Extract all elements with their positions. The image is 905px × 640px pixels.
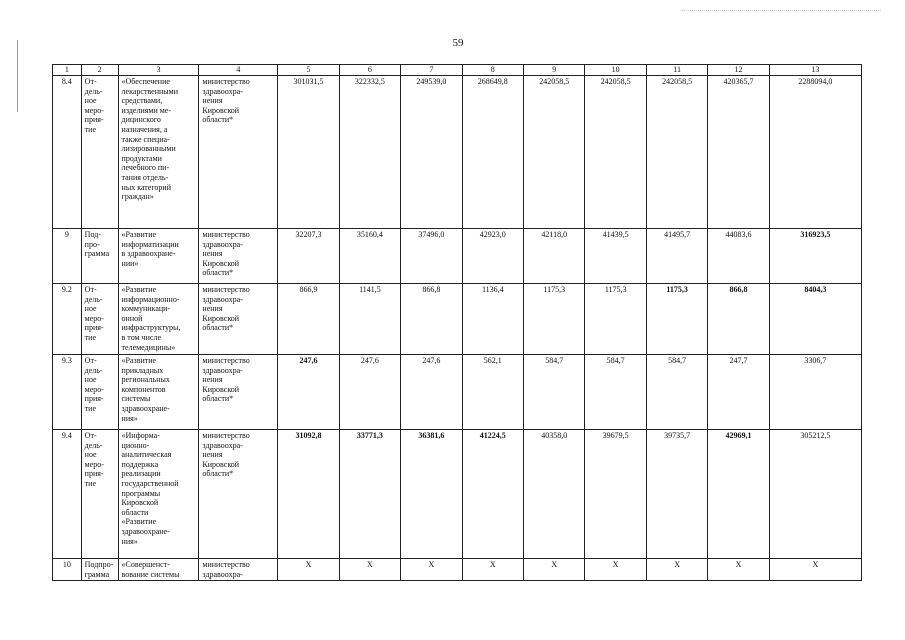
- col-header: 5: [278, 65, 339, 76]
- col-header: 10: [585, 65, 646, 76]
- value-cell: 866,8: [708, 284, 769, 355]
- col-header: 4: [199, 65, 278, 76]
- value-cell: 41495,7: [646, 229, 707, 284]
- value-cell: 301031,5: [278, 76, 339, 229]
- value-cell: Х: [401, 559, 462, 581]
- col-header: 8: [462, 65, 523, 76]
- row-type: Подпро- грамма: [81, 559, 118, 581]
- col-header: 9: [524, 65, 585, 76]
- value-cell: 247,6: [339, 355, 400, 430]
- value-cell: 420365,7: [708, 76, 769, 229]
- value-cell: 247,6: [401, 355, 462, 430]
- row-number: 8.4: [53, 76, 82, 229]
- row-name: «Обеспечение лекарственными средствами, изделиями ме- дицинского назначения, а также специа- лизированными продуктами лечебного пи- тания отдель- ных категорий граждан»: [118, 76, 199, 229]
- value-cell: Х: [278, 559, 339, 581]
- row-number: 9: [53, 229, 82, 284]
- value-cell: 562,1: [462, 355, 523, 430]
- value-cell: 584,7: [524, 355, 585, 430]
- page-number: 59: [452, 37, 464, 49]
- value-cell: 866,9: [278, 284, 339, 355]
- row-name: «Развитие информатизации в здравоохране- нии»: [118, 229, 199, 284]
- value-cell: 42118,0: [524, 229, 585, 284]
- total-cell: 316923,5: [769, 229, 861, 284]
- col-header: 12: [708, 65, 769, 76]
- value-cell: 33771,3: [339, 430, 400, 559]
- value-cell: Х: [462, 559, 523, 581]
- value-cell: 247,6: [278, 355, 339, 430]
- col-header: 11: [646, 65, 707, 76]
- value-cell: 242058,5: [524, 76, 585, 229]
- value-cell: 37496,0: [401, 229, 462, 284]
- value-cell: 42923,0: [462, 229, 523, 284]
- col-header: 2: [81, 65, 118, 76]
- value-cell: 41224,5: [462, 430, 523, 559]
- total-cell: 8404,3: [769, 284, 861, 355]
- row-type: От- дель- ное меро- прия- тие: [81, 76, 118, 229]
- row-number: 10: [53, 559, 82, 581]
- col-header: 1: [53, 65, 82, 76]
- value-cell: 32207,3: [278, 229, 339, 284]
- row-executor: министерство здравоохра- нения Кировской области*: [199, 430, 278, 559]
- table-row: [53, 355, 862, 430]
- value-cell: 584,7: [585, 355, 646, 430]
- row-number: 9.2: [53, 284, 82, 355]
- row-type: Под- про- грамма: [81, 229, 118, 284]
- value-cell: 249539,0: [401, 76, 462, 229]
- col-header: 13: [769, 65, 861, 76]
- value-cell: 866,8: [401, 284, 462, 355]
- total-cell: 305212,5: [769, 430, 861, 559]
- value-cell: Х: [339, 559, 400, 581]
- row-name: «Развитие прикладных региональных компонентов системы здравоохране- ния»: [118, 355, 199, 430]
- col-header: 6: [339, 65, 400, 76]
- value-cell: 1175,3: [524, 284, 585, 355]
- value-cell: Х: [585, 559, 646, 581]
- value-cell: 42969,1: [708, 430, 769, 559]
- value-cell: Х: [646, 559, 707, 581]
- row-number: 9.3: [53, 355, 82, 430]
- budget-table: [52, 64, 862, 581]
- row-name: «Развитие информационно- коммуникаци- онной инфраструктуры, в том числе телемедицины»: [118, 284, 199, 355]
- value-cell: 247,7: [708, 355, 769, 430]
- col-header: 3: [118, 65, 199, 76]
- scan-artifact-dots: [681, 10, 881, 11]
- table-row: [53, 76, 862, 229]
- row-name: «Информа- ционно- аналитическая поддержка реализации государственной программы Кировской области «Развитие здравоохране- ния»: [118, 430, 199, 559]
- value-cell: 39679,5: [585, 430, 646, 559]
- row-executor: министерство здравоохра- нения Кировской области*: [199, 76, 278, 229]
- value-cell: 39735,7: [646, 430, 707, 559]
- total-cell: 2288094,0: [769, 76, 861, 229]
- row-type: От- дель- ное меро- прия- тие: [81, 430, 118, 559]
- row-name: «Совершенст- вование системы: [118, 559, 199, 581]
- table-row: [53, 430, 862, 559]
- row-type: От- дель- ное меро- прия- тие: [81, 284, 118, 355]
- value-cell: 242058,5: [646, 76, 707, 229]
- row-executor: министерство здравоохра-: [199, 559, 278, 581]
- row-executor: министерство здравоохра- нения Кировской области*: [199, 284, 278, 355]
- scan-artifact-line: [17, 40, 18, 112]
- value-cell: 1136,4: [462, 284, 523, 355]
- value-cell: 40358,0: [524, 430, 585, 559]
- value-cell: 44083,6: [708, 229, 769, 284]
- row-number: 9.4: [53, 430, 82, 559]
- value-cell: Х: [524, 559, 585, 581]
- value-cell: 35160,4: [339, 229, 400, 284]
- col-header: 7: [401, 65, 462, 76]
- total-cell: 3306,7: [769, 355, 861, 430]
- value-cell: 36381,6: [401, 430, 462, 559]
- value-cell: 584,7: [646, 355, 707, 430]
- value-cell: 1175,3: [585, 284, 646, 355]
- value-cell: 322332,5: [339, 76, 400, 229]
- value-cell: 242058,5: [585, 76, 646, 229]
- table-row: [53, 229, 862, 284]
- value-cell: 1141,5: [339, 284, 400, 355]
- row-type: От- дель- ное меро- прия- тие: [81, 355, 118, 430]
- value-cell: 41439,5: [585, 229, 646, 284]
- table-row: [53, 284, 862, 355]
- value-cell: 31092,8: [278, 430, 339, 559]
- total-cell: Х: [769, 559, 861, 581]
- value-cell: 1175,3: [646, 284, 707, 355]
- value-cell: Х: [708, 559, 769, 581]
- value-cell: 268649,8: [462, 76, 523, 229]
- row-executor: министерство здравоохра- нения Кировской области*: [199, 355, 278, 430]
- header-row: [53, 65, 862, 76]
- row-executor: министерство здравоохра- нения Кировской области*: [199, 229, 278, 284]
- table-row: [53, 559, 862, 581]
